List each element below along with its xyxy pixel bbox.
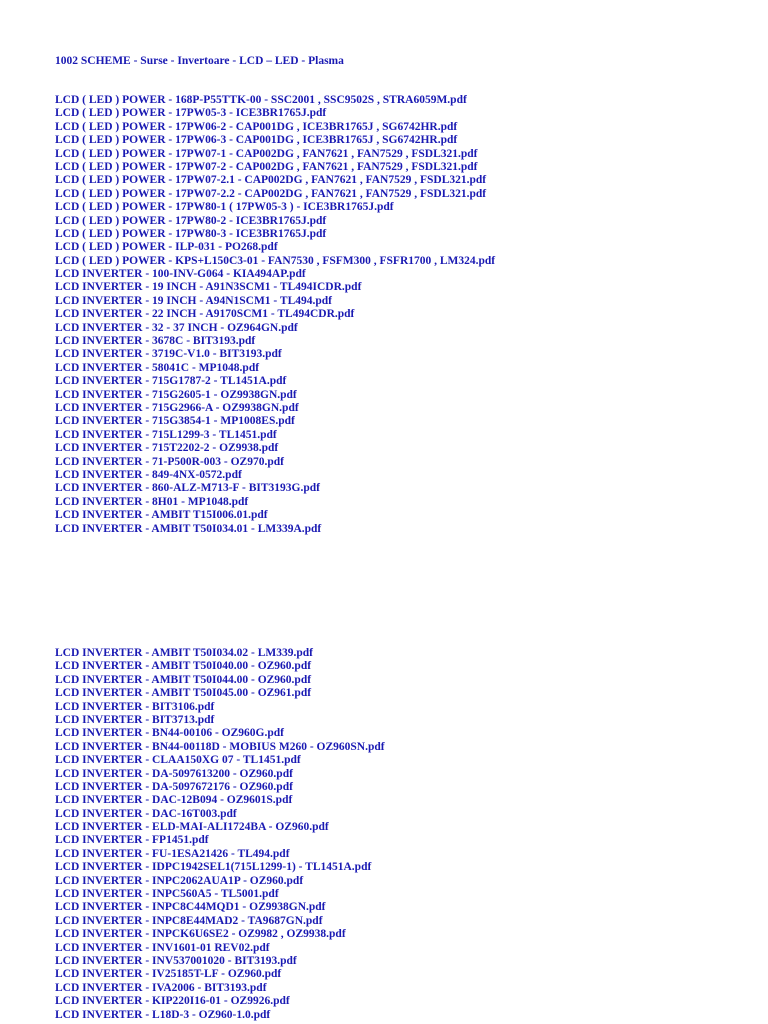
file-link[interactable]: LCD INVERTER - 715T2202-2 - OZ9938.pdf bbox=[55, 442, 279, 455]
file-link[interactable]: LCD ( LED ) POWER - 17PW80-1 ( 17PW05-3 ) - ICE3BR1765J.pdf bbox=[55, 201, 394, 214]
file-link[interactable]: LCD INVERTER - AMBIT T50I034.02 - LM339.pdf bbox=[55, 647, 313, 659]
file-link[interactable]: LCD INVERTER - BIT3106.pdf bbox=[55, 700, 215, 713]
file-link[interactable]: LCD INVERTER - BN44-00118D - MOBIUS M260 - OZ960SN.pdf bbox=[55, 740, 385, 753]
file-link[interactable]: LCD INVERTER - INV1601-01 REV02.pdf bbox=[55, 941, 270, 954]
file-link[interactable]: LCD INVERTER - 58041C - MP1048.pdf bbox=[55, 361, 260, 374]
file-link[interactable]: LCD INVERTER - INV537001020 - BIT3193.pdf bbox=[55, 954, 297, 967]
file-link[interactable]: LCD INVERTER - 19 INCH - A94N1SCM1 - TL494.pdf bbox=[55, 294, 333, 307]
file-link[interactable]: LCD ( LED ) POWER - ILP-031 - PO268.pdf bbox=[55, 241, 278, 254]
file-link[interactable]: LCD INVERTER - DA-5097672176 - OZ960.pdf bbox=[55, 780, 293, 793]
file-link[interactable]: LCD INVERTER - L18D-3 - OZ960-1.0.pdf bbox=[55, 1008, 271, 1021]
file-link[interactable]: LCD ( LED ) POWER - 17PW80-3 - ICE3BR1765J.pdf bbox=[55, 227, 327, 240]
file-link[interactable]: LCD INVERTER - AMBIT T50I040.00 - OZ960.pdf bbox=[55, 660, 312, 673]
file-link[interactable]: LCD INVERTER - FP1451.pdf bbox=[55, 834, 209, 847]
file-link[interactable]: LCD INVERTER - INPC2062AUA1P - OZ960.pdf bbox=[55, 874, 304, 887]
file-link[interactable]: LCD ( LED ) POWER - 17PW07-2.1 - CAP002DG , FAN7621 , FAN7529 , FSDL321.pdf bbox=[55, 174, 487, 187]
file-link[interactable]: LCD INVERTER - INPC8E44MAD2 - TA9687GN.pdf bbox=[55, 914, 323, 927]
file-link[interactable]: LCD INVERTER - 715G2605-1 - OZ9938GN.pdf bbox=[55, 388, 297, 401]
file-link[interactable]: LCD INVERTER - 715G2966-A - OZ9938GN.pdf bbox=[55, 401, 299, 414]
file-link[interactable]: LCD INVERTER - IVA2006 - BIT3193.pdf bbox=[55, 981, 267, 994]
file-link[interactable]: LCD INVERTER - DAC-12B094 - OZ9601S.pdf bbox=[55, 794, 293, 807]
file-link[interactable]: LCD ( LED ) POWER - 17PW07-1 - CAP002DG , FAN7621 , FAN7529 , FSDL321.pdf bbox=[55, 147, 478, 160]
file-list-section-1 bbox=[55, 94, 495, 536]
file-link[interactable]: LCD INVERTER - AMBIT T50I044.00 - OZ960.pdf bbox=[55, 673, 312, 686]
file-link[interactable]: LCD INVERTER - ELD-MAI-ALI1724BA - OZ960.pdf bbox=[55, 821, 329, 834]
file-link[interactable]: LCD ( LED ) POWER - KPS+L150C3-01 - FAN7530 , FSFM300 , FSFR1700 , LM324.pdf bbox=[55, 254, 496, 267]
file-link[interactable]: LCD INVERTER - BIT3713.pdf bbox=[55, 713, 215, 726]
file-link[interactable]: LCD INVERTER - 100-INV-G064 - KIA494AP.pdf bbox=[55, 268, 306, 281]
file-link[interactable]: LCD INVERTER - 715L1299-3 - TL1451.pdf bbox=[55, 428, 277, 441]
file-link[interactable]: LCD ( LED ) POWER - 17PW07-2 - CAP002DG , FAN7621 , FAN7529 , FSDL321.pdf bbox=[55, 160, 478, 173]
file-list-section-2 bbox=[55, 647, 385, 1022]
file-link[interactable]: LCD INVERTER - 32 - 37 INCH - OZ964GN.pdf bbox=[55, 321, 298, 334]
file-link[interactable]: LCD ( LED ) POWER - 17PW05-3 - ICE3BR1765J.pdf bbox=[55, 107, 327, 120]
file-link[interactable]: LCD INVERTER - 19 INCH - A91N3SCM1 - TL494ICDR.pdf bbox=[55, 281, 362, 294]
file-link[interactable]: LCD INVERTER - 71-P500R-003 - OZ970.pdf bbox=[55, 455, 284, 468]
file-link[interactable]: LCD INVERTER - AMBIT T15I006.01.pdf bbox=[55, 509, 268, 522]
file-link[interactable]: LCD INVERTER - FU-1ESA21426 - TL494.pdf bbox=[55, 847, 290, 860]
file-link[interactable]: LCD INVERTER - KIP220I16-01 - OZ9926.pdf bbox=[55, 995, 290, 1008]
file-link[interactable]: LCD INVERTER - DA-5097613200 - OZ960.pdf bbox=[55, 767, 293, 780]
file-link[interactable]: LCD INVERTER - IV25185T-LF - OZ960.pdf bbox=[55, 968, 282, 981]
file-link[interactable]: LCD INVERTER - INPC8C44MQD1 - OZ9938GN.pdf bbox=[55, 901, 326, 914]
file-link[interactable]: LCD ( LED ) POWER - 17PW06-2 - CAP001DG , ICE3BR1765J , SG6742HR.pdf bbox=[55, 120, 458, 133]
document-title: 1002 SCHEME - Surse - Invertoare - LCD – LED - Plasma bbox=[55, 55, 344, 67]
file-link[interactable]: LCD INVERTER - AMBIT T50I034.01 - LM339A.pdf bbox=[55, 522, 322, 535]
file-link[interactable]: LCD INVERTER - DAC-16T003.pdf bbox=[55, 807, 237, 820]
file-link[interactable]: LCD INVERTER - 22 INCH - A9170SCM1 - TL494CDR.pdf bbox=[55, 308, 355, 321]
file-link[interactable]: LCD INVERTER - IDPC1942SEL1(715L1299-1) - TL1451A.pdf bbox=[55, 861, 372, 874]
file-link[interactable]: LCD INVERTER - 849-4NX-0572.pdf bbox=[55, 468, 242, 481]
file-link[interactable]: LCD INVERTER - 715G3854-1 - MP1008ES.pdf bbox=[55, 415, 295, 428]
file-link[interactable]: LCD ( LED ) POWER - 168P-P55TTK-00 - SSC2001 , SSC9502S , STRA6059M.pdf bbox=[55, 94, 467, 106]
file-link[interactable]: LCD INVERTER - 860-ALZ-M713-F - BIT3193G.pdf bbox=[55, 482, 320, 495]
file-link[interactable]: LCD INVERTER - AMBIT T50I045.00 - OZ961.pdf bbox=[55, 687, 312, 700]
file-link[interactable]: LCD INVERTER - CLAA150XG 07 - TL1451.pdf bbox=[55, 754, 301, 767]
file-link[interactable]: LCD ( LED ) POWER - 17PW80-2 - ICE3BR1765J.pdf bbox=[55, 214, 327, 227]
file-link[interactable]: LCD INVERTER - 3678C - BIT3193.pdf bbox=[55, 335, 256, 348]
file-link[interactable]: LCD INVERTER - 3719C-V1.0 - BIT3193.pdf bbox=[55, 348, 282, 361]
file-link[interactable]: LCD INVERTER - INPC560A5 - TL5001.pdf bbox=[55, 888, 279, 901]
file-link[interactable]: LCD INVERTER - INPCK6U6SE2 - OZ9982 , OZ9938.pdf bbox=[55, 928, 346, 941]
file-link[interactable]: LCD ( LED ) POWER - 17PW07-2.2 - CAP002DG , FAN7621 , FAN7529 , FSDL321.pdf bbox=[55, 187, 487, 200]
file-link[interactable]: LCD INVERTER - 8H01 - MP1048.pdf bbox=[55, 495, 249, 508]
file-link[interactable]: LCD INVERTER - 715G1787-2 - TL1451A.pdf bbox=[55, 375, 287, 388]
file-link[interactable]: LCD ( LED ) POWER - 17PW06-3 - CAP001DG , ICE3BR1765J , SG6742HR.pdf bbox=[55, 134, 458, 147]
file-link[interactable]: LCD INVERTER - BN44-00106 - OZ960G.pdf bbox=[55, 727, 284, 740]
